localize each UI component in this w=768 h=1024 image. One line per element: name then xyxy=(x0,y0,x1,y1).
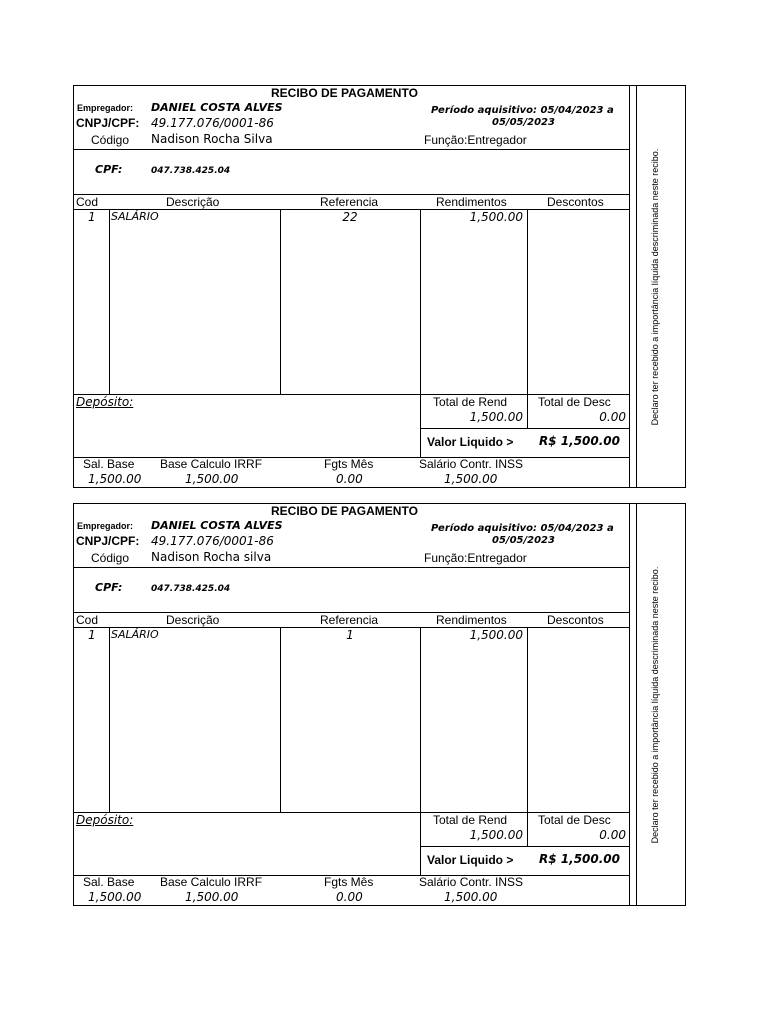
cnpj-value: 49.177.076/0001-86 xyxy=(151,534,274,548)
item-descricao: SALÁRIO xyxy=(111,628,159,641)
header-referencia: Referencia xyxy=(320,195,379,209)
total-rend-label: Total de Rend xyxy=(433,395,508,409)
fgts-value: 0.00 xyxy=(336,472,363,486)
sal-base-label: Sal. Base xyxy=(83,875,135,889)
header-cod: Cod xyxy=(76,613,99,627)
descricao-column-line xyxy=(280,627,281,812)
irrf-value: 1,500.00 xyxy=(185,890,239,904)
item-rendimento: 1,500.00 xyxy=(469,628,523,642)
total-desc-label: Total de Desc xyxy=(538,395,611,409)
header-cod: Cod xyxy=(76,195,99,209)
declaracao-text: Declaro ter recebido a importância líquida descriminada neste recibo. xyxy=(650,566,660,843)
valor-liquido-label: Valor Liquido > xyxy=(427,853,514,867)
cod-column-line xyxy=(109,627,110,812)
total-desc-value: 0.00 xyxy=(599,410,626,424)
header-divider xyxy=(74,149,630,150)
empregador-label: Empregador: xyxy=(77,521,134,531)
fgts-label: Fgts Mês xyxy=(324,457,374,471)
cpf-value: 047.738.425.04 xyxy=(151,166,231,176)
empregador-label: Empregador: xyxy=(77,103,134,113)
header-descricao: Descrição xyxy=(166,613,220,627)
descricao-column-line xyxy=(280,209,281,394)
fgts-value: 0.00 xyxy=(336,890,363,904)
header-descontos: Descontos xyxy=(547,195,604,209)
receipt-2 xyxy=(73,503,686,906)
rendimentos-column-line xyxy=(527,209,528,429)
cpf-label: CPF: xyxy=(95,581,123,594)
cnpj-value: 49.177.076/0001-86 xyxy=(151,116,274,130)
total-desc-value: 0.00 xyxy=(599,828,626,842)
referencia-column-line xyxy=(420,209,421,457)
header-descontos: Descontos xyxy=(547,613,604,627)
cnpj-label: CNPJ/CPF: xyxy=(76,534,140,548)
totals-divider xyxy=(420,428,630,429)
valor-liquido-value: R$ 1,500.00 xyxy=(539,434,620,448)
item-rendimento: 1,500.00 xyxy=(469,210,523,224)
funcao-value: Função:Entregador xyxy=(424,551,527,565)
inss-label: Salário Contr. INSS xyxy=(419,875,524,889)
receipt-title: RECIBO DE PAGAMENTO xyxy=(271,504,418,518)
item-referencia: 1 xyxy=(346,628,354,642)
side-column-line-1 xyxy=(629,86,630,487)
periodo-line-2: 05/05/2023 xyxy=(492,535,555,546)
codigo-label: Código xyxy=(91,551,130,565)
sal-base-value: 1,500.00 xyxy=(88,890,142,904)
funcao-value: Função:Entregador xyxy=(424,133,527,147)
referencia-column-line xyxy=(420,627,421,875)
sal-base-label: Sal. Base xyxy=(83,457,135,471)
inss-value: 1,500.00 xyxy=(444,472,498,486)
deposito-label: Depósito: xyxy=(76,395,134,409)
deposito-label: Depósito: xyxy=(76,813,134,827)
declaracao-box xyxy=(631,504,679,905)
side-column-line-1 xyxy=(629,504,630,905)
header-rendimentos: Rendimentos xyxy=(436,613,507,627)
item-cod: 1 xyxy=(88,210,96,224)
cpf-label: CPF: xyxy=(95,163,123,176)
valor-liquido-label: Valor Liquido > xyxy=(427,435,514,449)
fgts-label: Fgts Mês xyxy=(324,875,374,889)
item-cod: 1 xyxy=(88,628,96,642)
total-rend-label: Total de Rend xyxy=(433,813,508,827)
funcionario-name: Nadison Rocha silva xyxy=(151,550,272,564)
header-divider xyxy=(74,567,630,568)
codigo-label: Código xyxy=(91,133,130,147)
receipt-1 xyxy=(73,85,686,488)
irrf-label: Base Calculo IRRF xyxy=(160,875,263,889)
total-rend-value: 1,500.00 xyxy=(469,828,523,842)
cnpj-label: CNPJ/CPF: xyxy=(76,116,140,130)
header-descricao: Descrição xyxy=(166,195,220,209)
empregador-name: DANIEL COSTA ALVES xyxy=(151,519,283,532)
cpf-value: 047.738.425.04 xyxy=(151,584,231,594)
inss-label: Salário Contr. INSS xyxy=(419,457,524,471)
totals-divider xyxy=(420,846,630,847)
total-rend-value: 1,500.00 xyxy=(469,410,523,424)
periodo-line-1: Período aquisitivo: 05/04/2023 a xyxy=(431,105,614,116)
inss-value: 1,500.00 xyxy=(444,890,498,904)
declaracao-text: Declaro ter recebido a importância líquida descriminada neste recibo. xyxy=(650,148,660,425)
periodo-line-2: 05/05/2023 xyxy=(492,117,555,128)
header-referencia: Referencia xyxy=(320,613,379,627)
rendimentos-column-line xyxy=(527,627,528,847)
empregador-name: DANIEL COSTA ALVES xyxy=(151,101,283,114)
valor-liquido-value: R$ 1,500.00 xyxy=(539,852,620,866)
funcionario-name: Nadison Rocha Silva xyxy=(151,132,273,146)
sal-base-value: 1,500.00 xyxy=(88,472,142,486)
cod-column-line xyxy=(109,209,110,394)
header-rendimentos: Rendimentos xyxy=(436,195,507,209)
item-descricao: SALÁRIO xyxy=(111,210,159,223)
total-desc-label: Total de Desc xyxy=(538,813,611,827)
periodo-line-1: Período aquisitivo: 05/04/2023 a xyxy=(431,523,614,534)
item-referencia: 22 xyxy=(342,210,358,224)
declaracao-box xyxy=(631,86,679,487)
receipt-title: RECIBO DE PAGAMENTO xyxy=(271,86,418,100)
irrf-label: Base Calculo IRRF xyxy=(160,457,263,471)
irrf-value: 1,500.00 xyxy=(185,472,239,486)
